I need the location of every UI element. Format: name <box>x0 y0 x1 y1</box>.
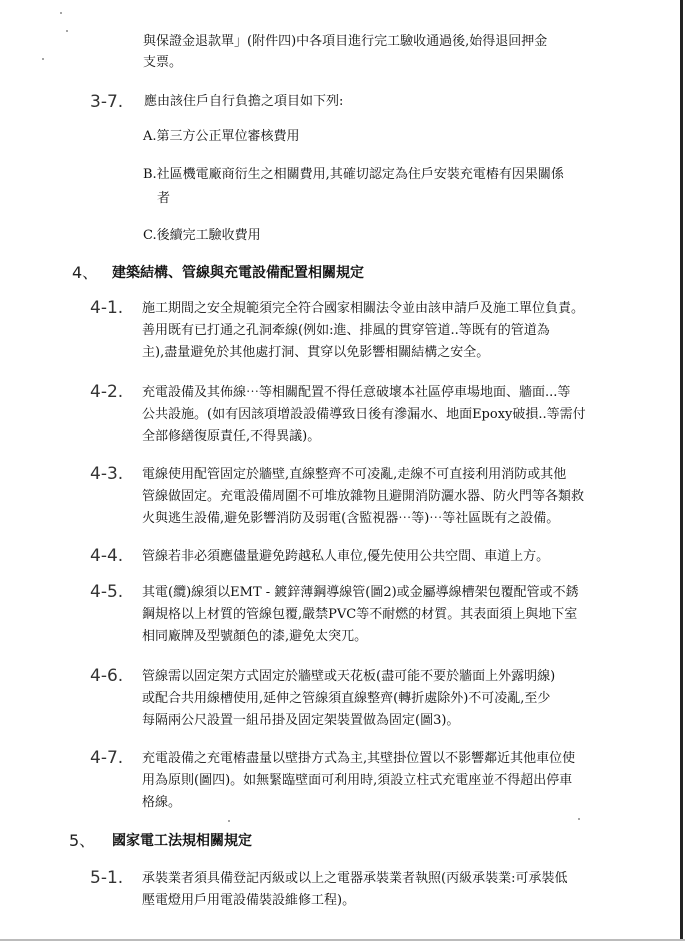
page-border-right <box>680 0 683 941</box>
clause-line: 管線做固定。充電設備周圍不可堆放雜物且避開消防灑水器、防火門等各類救 <box>142 489 585 504</box>
list-item: C.後續完工驗收費用 <box>143 228 261 243</box>
clause-number: 4-4. <box>90 546 124 566</box>
clause-line: 承裝業者須具備登記丙級或以上之電器承裝業者執照(丙級承裝業:可承裝低 <box>142 871 568 886</box>
scan-speck <box>66 30 68 32</box>
clause-line: 電線使用配管固定於牆壁,直線整齊不可凌亂,走線不可直接利用消防或其他 <box>142 467 567 482</box>
clause-line: 每隔兩公尺設置一組吊掛及固定架裝置做為固定(圖3)。 <box>142 713 460 728</box>
scan-speck <box>42 58 44 60</box>
section-heading: 建築結構、管線與充電設備配置相關規定 <box>112 265 364 281</box>
list-item: A.第三方公正單位審核費用 <box>143 129 300 144</box>
clause-number: 4-2. <box>90 382 124 402</box>
clause-line: 壓電燈用戶用電設備裝設維修工程)。 <box>142 893 356 908</box>
clause-line: 鋼規格以上材質的管線包覆,嚴禁PVC等不耐燃的材質。其表面須上與地下室 <box>142 607 578 622</box>
clause-line: 格線。 <box>142 795 182 810</box>
clause-line: 全部修繕復原責任,不得異議)。 <box>142 429 321 444</box>
clause-line: 其電(纜)線須以EMT - 鍍鋅薄鋼導線管(圖2)或金屬導線槽架包覆配管或不銹 <box>142 585 579 600</box>
scan-speck <box>578 818 580 820</box>
clause-line: 善用既有已打通之孔洞牽線(例如:進、排風的貫穿管道..等既有的管道為 <box>142 323 550 338</box>
section-heading: 國家電工法規相關規定 <box>112 833 252 849</box>
clause-line: 管線需以固定架方式固定於牆壁或天花板(盡可能不要於牆面上外露明線) <box>142 669 556 684</box>
clause-line: 充電設備之充電樁盡量以壁掛方式為主,其壁掛位置以不影響鄰近其他車位使 <box>142 751 576 766</box>
list-item-continuation: 者 <box>157 191 171 206</box>
clause-line: 管線若非必須應儘量避免跨越私人車位,優先使用公共空間、車道上方。 <box>142 549 550 564</box>
clause-line: 相同廠牌及型號顏色的漆,避免太突兀。 <box>142 629 368 644</box>
list-item: B.社區機電廠商衍生之相關費用,其確切認定為住戶安裝充電樁有因果關係 <box>143 167 564 182</box>
scan-speck <box>60 12 62 14</box>
paragraph-line: 支票。 <box>143 55 183 70</box>
clause-number: 4-1. <box>90 298 124 318</box>
clause-line: 主),盡量避免於其他處打洞、貫穿以免影響相關結構之安全。 <box>142 345 490 360</box>
paragraph-line: 與保證金退款單」(附件四)中各項目進行完工驗收通過後,始得退回押金 <box>143 34 548 49</box>
section-number: 4、 <box>72 263 99 282</box>
clause-number: 4-5. <box>90 582 124 602</box>
clause-line: 公共設施。(如有因該項增設設備導致日後有滲漏水、地面Epoxy破損..等需付 <box>142 407 586 422</box>
clause-line: 或配合共用線槽使用,延伸之管線須直線整齊(轉折處除外)不可凌亂,至少 <box>142 691 551 706</box>
clause-line: 火與逃生設備,避免影響消防及弱電(含監視器⋯等)⋯等社區既有之設備。 <box>142 511 560 526</box>
clause-number: 4-7. <box>90 748 124 768</box>
clause-number: 4-6. <box>90 666 124 686</box>
clause-number: 3-7. <box>90 92 124 112</box>
clause-line: 用為原則(圖四)。如無緊臨壁面可利用時,須設立柱式充電座並不得超出停車 <box>142 773 573 788</box>
clause-line: 充電設備及其佈線⋯等相關配置不得任意破壞本社區停車場地面、牆面...等 <box>142 385 571 400</box>
scan-speck <box>228 820 230 822</box>
clause-line: 施工期間之安全規範須完全符合國家相關法令並由該申請戶及施工單位負責。 <box>142 301 585 316</box>
clause-number: 4-3. <box>90 464 124 484</box>
clause-title: 應由該住戶自行負擔之項目如下列: <box>144 94 344 109</box>
clause-number: 5-1. <box>90 868 124 888</box>
section-number: 5、 <box>69 831 96 850</box>
